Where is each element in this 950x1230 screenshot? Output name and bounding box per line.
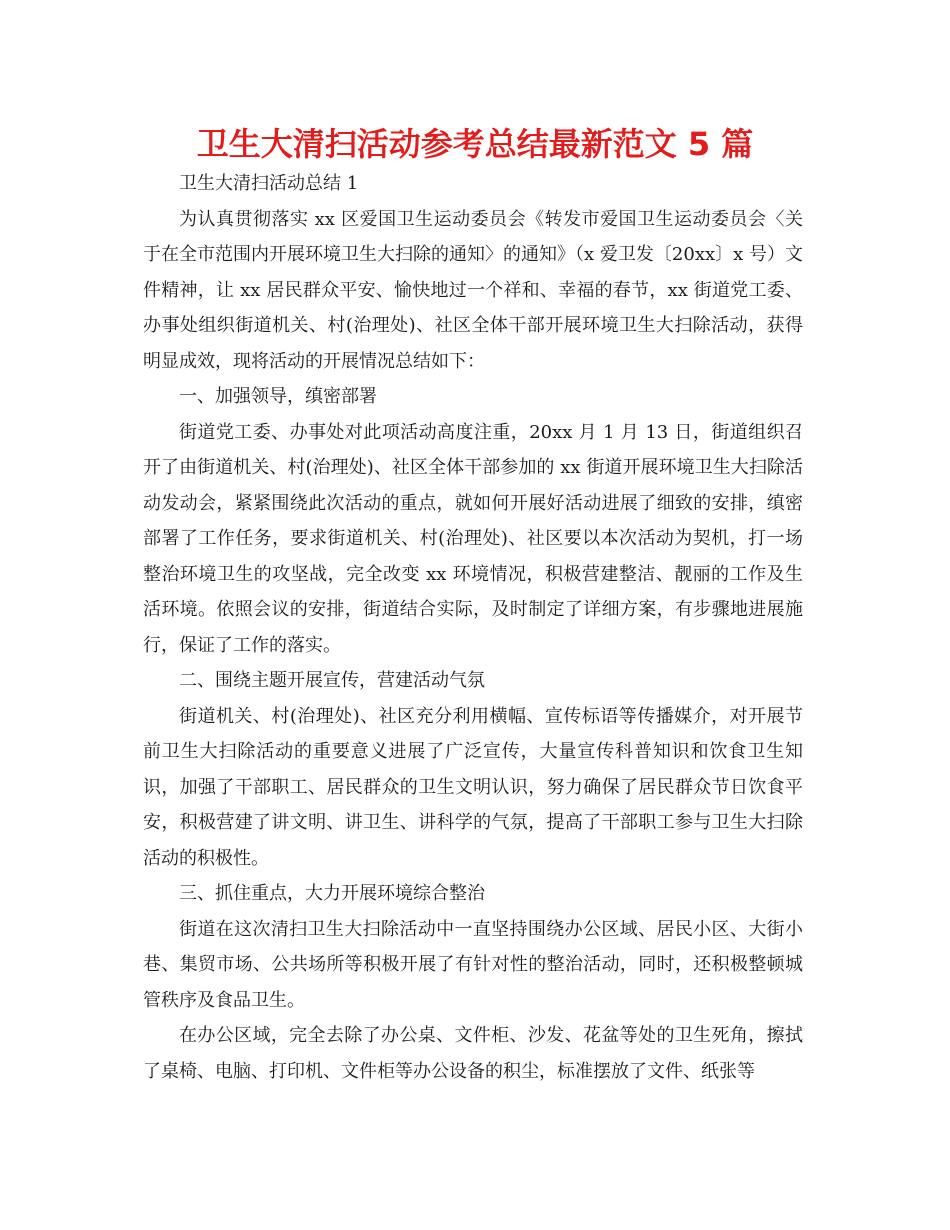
section-subtitle: 卫生大清扫活动总结 1	[179, 173, 359, 194]
paragraph-2: 街道机关、村(治理处)、社区充分利用横幅、宣传标语等传播媒介，对开展节前卫生大扫除活动的重要意义进展了广泛宣传，大量宣传科普知识和饮食卫生知识，加强了干部职工、居民群众的卫生文明认识，努力确保了居民群众节日饮食平安，积极营建了讲文明、讲卫生、讲科学的气氛，提高了干部职工参与卫生大扫除活动的积极性。	[143, 705, 803, 869]
document-body	[143, 166, 803, 1089]
document-title: 卫生大清扫活动参考总结最新范文 5 篇	[196, 125, 754, 163]
paragraph-intro: 为认真贯彻落实 xx 区爱国卫生运动委员会《转发市爱国卫生运动委员会〈关于在全市范围内开展环境卫生大扫除的通知〉的通知》（x 爱卫发〔20xx〕x 号）文件精神，让 xx 居民群众平安、愉快地过一个祥和、幸福的春节，xx 街道党工委、办事处组织街道机关、村(治理处)、社区全体干部开展环境卫生大扫除活动，获得明显成效，现将活动的开展情况总结如下：	[143, 208, 803, 372]
section-heading-2: 二、围绕主题开展宣传，营建活动气氛	[179, 670, 485, 691]
paragraph-3: 街道在这次清扫卫生大扫除活动中一直坚持围绕办公区域、居民小区、大街小巷、集贸市场、公共场所等积极开展了有针对性的整治活动，同时，还积极整顿城管秩序及食品卫生。	[143, 918, 803, 1011]
section-heading-1: 一、加强领导，缜密部署	[179, 386, 377, 407]
paragraph-1: 街道党工委、办事处对此项活动高度注重，20xx 月 1 月 13 日，街道组织召开了由街道机关、村(治理处)、社区全体干部参加的 xx 街道开展环境卫生大扫除活动发动会，紧紧围绕此次活动的重点，就如何开展好活动进展了细致的安排，缜密部署了工作任务，要求街道机关、村(治理处)、社区要以本次活动为契机，打一场整治环境卫生的攻坚战，完全改变 xx 环境情况，积极营建整洁、靓丽的工作及生活环境。依照会议的安排，街道结合实际，及时制定了详细方案，有步骤地进展施行，保证了工作的落实。	[143, 421, 803, 656]
paragraph-4: 在办公区域，完全去除了办公桌、文件柜、沙发、花盆等处的卫生死角，擦拭了桌椅、电脑、打印机、文件柜等办公设备的积尘，标准摆放了文件、纸张等	[143, 1025, 803, 1082]
section-heading-3: 三、抓住重点，大力开展环境综合整治	[179, 883, 485, 904]
